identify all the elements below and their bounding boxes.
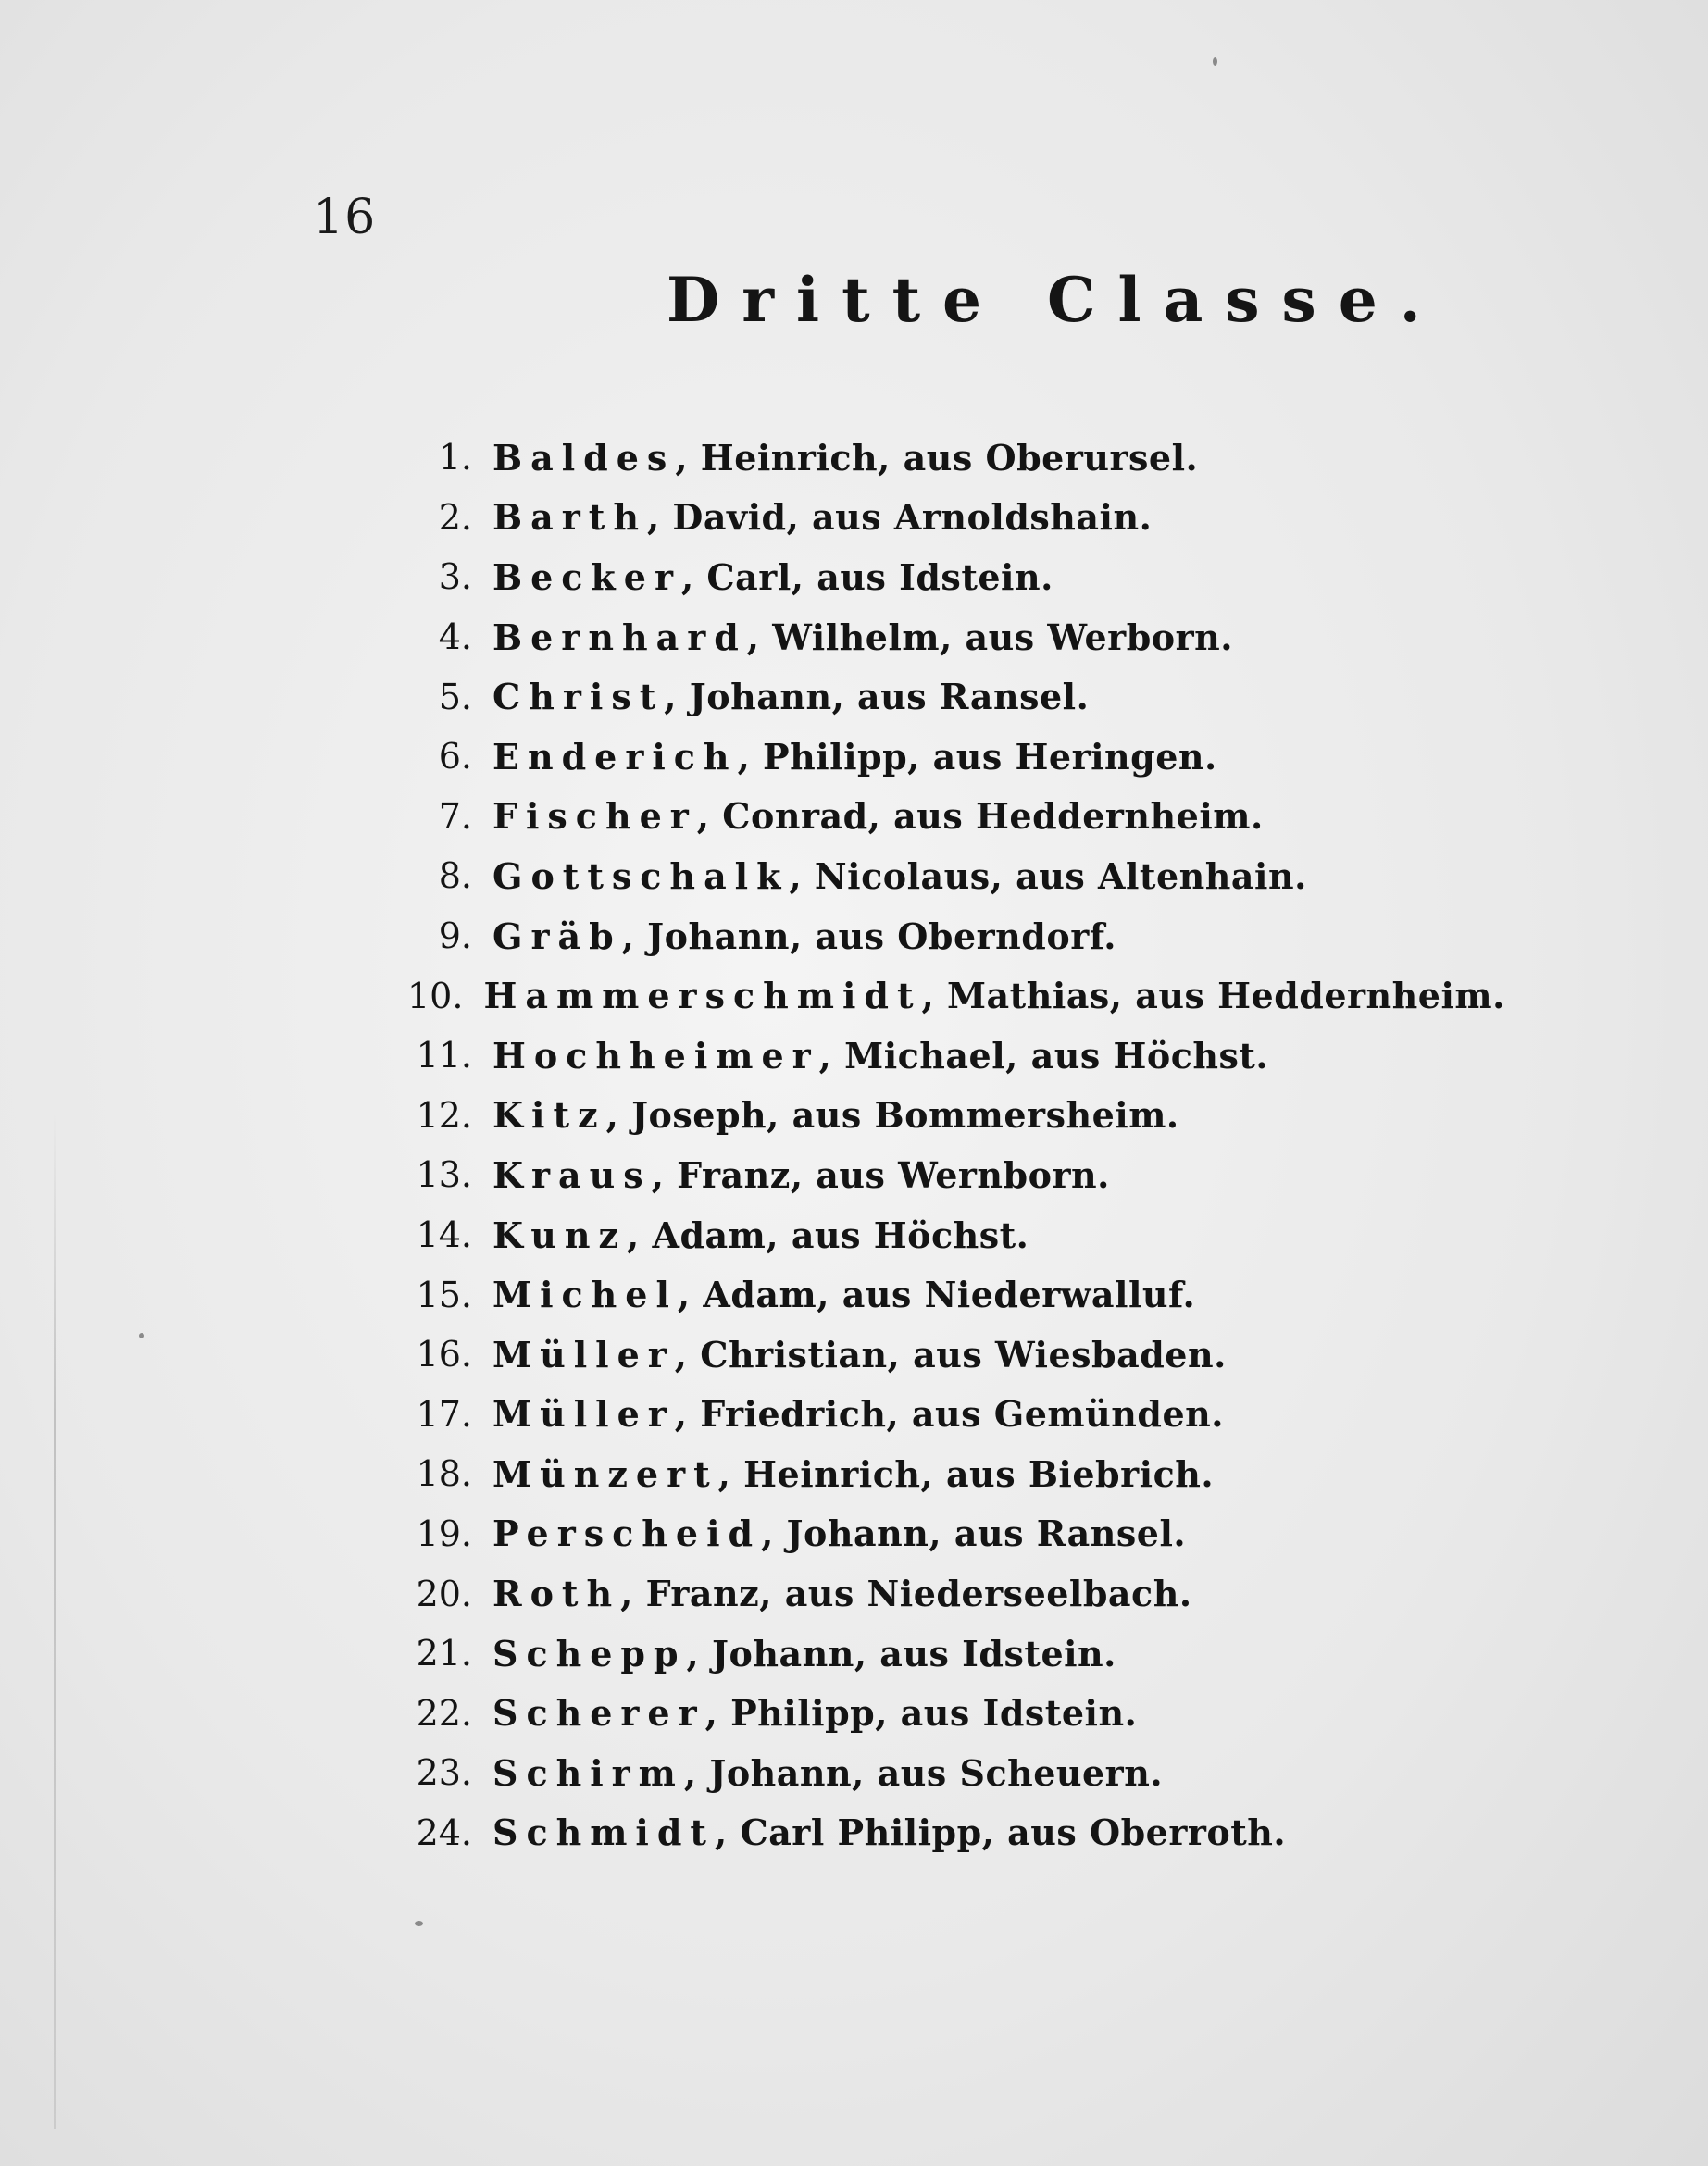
entry-surname: Kunz <box>492 1214 628 1256</box>
list-item <box>407 727 1426 787</box>
entry-surname: Barth <box>492 496 647 539</box>
list-item <box>407 1086 1426 1146</box>
entry-details: , Conrad, aus Heddernheim. <box>696 795 1264 838</box>
entry-surname: Fischer <box>492 795 697 838</box>
entry-number: 18. <box>416 1453 472 1495</box>
entry-details: , Heinrich, aus Biebrich. <box>717 1452 1215 1495</box>
entry-details: , Philipp, aus Heringen. <box>737 735 1217 778</box>
entry-surname: Schmidt <box>492 1811 715 1854</box>
entry-details: , Philipp, aus Idstein. <box>704 1692 1138 1735</box>
page-number: 16 <box>313 190 377 245</box>
entry-number: 23. <box>416 1752 472 1794</box>
entry-number: 1. <box>438 437 472 479</box>
entry-surname: Bernhard <box>492 616 747 658</box>
entry-details: , Wilhelm, aus Werborn. <box>746 616 1233 658</box>
entry-details: , Carl Philipp, aus Oberroth. <box>714 1811 1287 1854</box>
entry-number: 16. <box>416 1334 472 1376</box>
entry-details: , Mathias, aus Heddernheim. <box>921 975 1505 1017</box>
list-item <box>407 1803 1426 1863</box>
entry-details: , Johann, aus Scheuern. <box>683 1751 1164 1794</box>
entry-surname: Baldes <box>492 436 676 479</box>
entry-number: 6. <box>438 736 472 778</box>
entry-details: , Christian, aus Wiesbaden. <box>674 1333 1227 1376</box>
entry-number: 14. <box>416 1214 472 1256</box>
page-fold-line <box>54 1111 56 2129</box>
list-item <box>407 1325 1426 1385</box>
entry-surname: Christ <box>492 676 665 718</box>
entry-number: 13. <box>416 1154 472 1196</box>
entry-surname: Kitz <box>492 1094 606 1137</box>
list-item <box>407 1444 1426 1504</box>
entry-details: , Adam, aus Höchst. <box>627 1214 1029 1256</box>
entry-number: 19. <box>416 1512 472 1554</box>
list-item <box>407 428 1426 488</box>
entry-number: 9. <box>438 915 472 957</box>
list-item <box>407 1264 1426 1325</box>
student-list <box>407 428 1505 1862</box>
list-item <box>407 666 1426 727</box>
entry-surname: Schirm <box>492 1751 684 1794</box>
entry-surname: Kraus <box>492 1153 652 1196</box>
ink-speck <box>139 1333 144 1338</box>
entry-details: , Adam, aus Niederwalluf. <box>677 1274 1196 1316</box>
list-item <box>407 607 1426 667</box>
list-item <box>407 965 1505 1026</box>
entry-surname: Enderich <box>492 735 738 778</box>
entry-surname: Michel <box>492 1274 678 1316</box>
list-item <box>407 1026 1426 1086</box>
entry-number: 17. <box>416 1393 472 1435</box>
entry-number: 7. <box>438 795 472 837</box>
entry-details: , Joseph, aus Bommersheim. <box>605 1094 1179 1137</box>
entry-surname: Gräb <box>492 915 622 957</box>
entry-surname: Scherer <box>492 1692 705 1735</box>
entry-number: 12. <box>416 1094 472 1136</box>
entry-surname: Gottschalk <box>492 854 790 897</box>
entry-number: 24. <box>416 1811 472 1853</box>
entry-details: , Johann, aus Ransel. <box>761 1512 1187 1555</box>
entry-number: 21. <box>416 1633 472 1674</box>
entry-number: 4. <box>438 616 472 658</box>
entry-details: , Heinrich, aus Oberursel. <box>675 436 1199 479</box>
entry-surname: Müller <box>492 1393 675 1436</box>
entry-number: 22. <box>416 1692 472 1734</box>
entry-details: , Nicolaus, aus Altenhain. <box>789 854 1307 897</box>
list-item <box>407 1624 1426 1684</box>
entry-details: , Carl, aus Idstein. <box>680 555 1053 598</box>
list-item <box>407 1385 1426 1445</box>
entry-surname: Hammerschmidt <box>483 975 922 1017</box>
entry-details: , David, aus Arnoldshain. <box>646 496 1153 539</box>
ink-speck <box>1213 57 1217 66</box>
ink-speck <box>415 1921 423 1926</box>
entry-surname: Becker <box>492 555 681 598</box>
entry-details: , Johann, aus Ransel. <box>664 676 1090 718</box>
entry-surname: Roth <box>492 1573 621 1615</box>
list-item <box>407 906 1426 966</box>
section-heading: Dritte Classe. <box>667 264 1443 336</box>
entry-surname: Schepp <box>492 1632 687 1674</box>
list-item <box>407 1563 1426 1624</box>
entry-number: 10. <box>407 975 464 1016</box>
list-item <box>407 1205 1426 1265</box>
entry-number: 11. <box>416 1035 472 1077</box>
entry-number: 5. <box>438 676 472 717</box>
list-item <box>407 1683 1426 1743</box>
entry-surname: Perscheid <box>492 1512 762 1555</box>
entry-details: , Friedrich, aus Gemünden. <box>674 1393 1224 1436</box>
entry-number: 8. <box>438 855 472 897</box>
entry-number: 3. <box>438 556 472 598</box>
entry-details: , Franz, aus Wernborn. <box>651 1153 1110 1196</box>
entry-surname: Müller <box>492 1333 675 1376</box>
entry-details: , Michael, aus Höchst. <box>818 1034 1269 1077</box>
list-item <box>407 846 1426 906</box>
entry-surname: Hochheimer <box>492 1034 819 1077</box>
entry-details: , Johann, aus Oberndorf. <box>621 915 1116 957</box>
entry-number: 20. <box>416 1573 472 1614</box>
entry-number: 2. <box>438 496 472 538</box>
entry-details: , Johann, aus Idstein. <box>686 1632 1116 1674</box>
list-item <box>407 488 1426 548</box>
list-item <box>407 547 1426 607</box>
entry-surname: Münzert <box>492 1452 718 1495</box>
list-item <box>407 1504 1426 1564</box>
list-item <box>407 1145 1426 1205</box>
list-item <box>407 787 1426 847</box>
list-item <box>407 1743 1426 1803</box>
entry-number: 15. <box>416 1274 472 1315</box>
entry-details: , Franz, aus Niederseelbach. <box>620 1573 1192 1615</box>
